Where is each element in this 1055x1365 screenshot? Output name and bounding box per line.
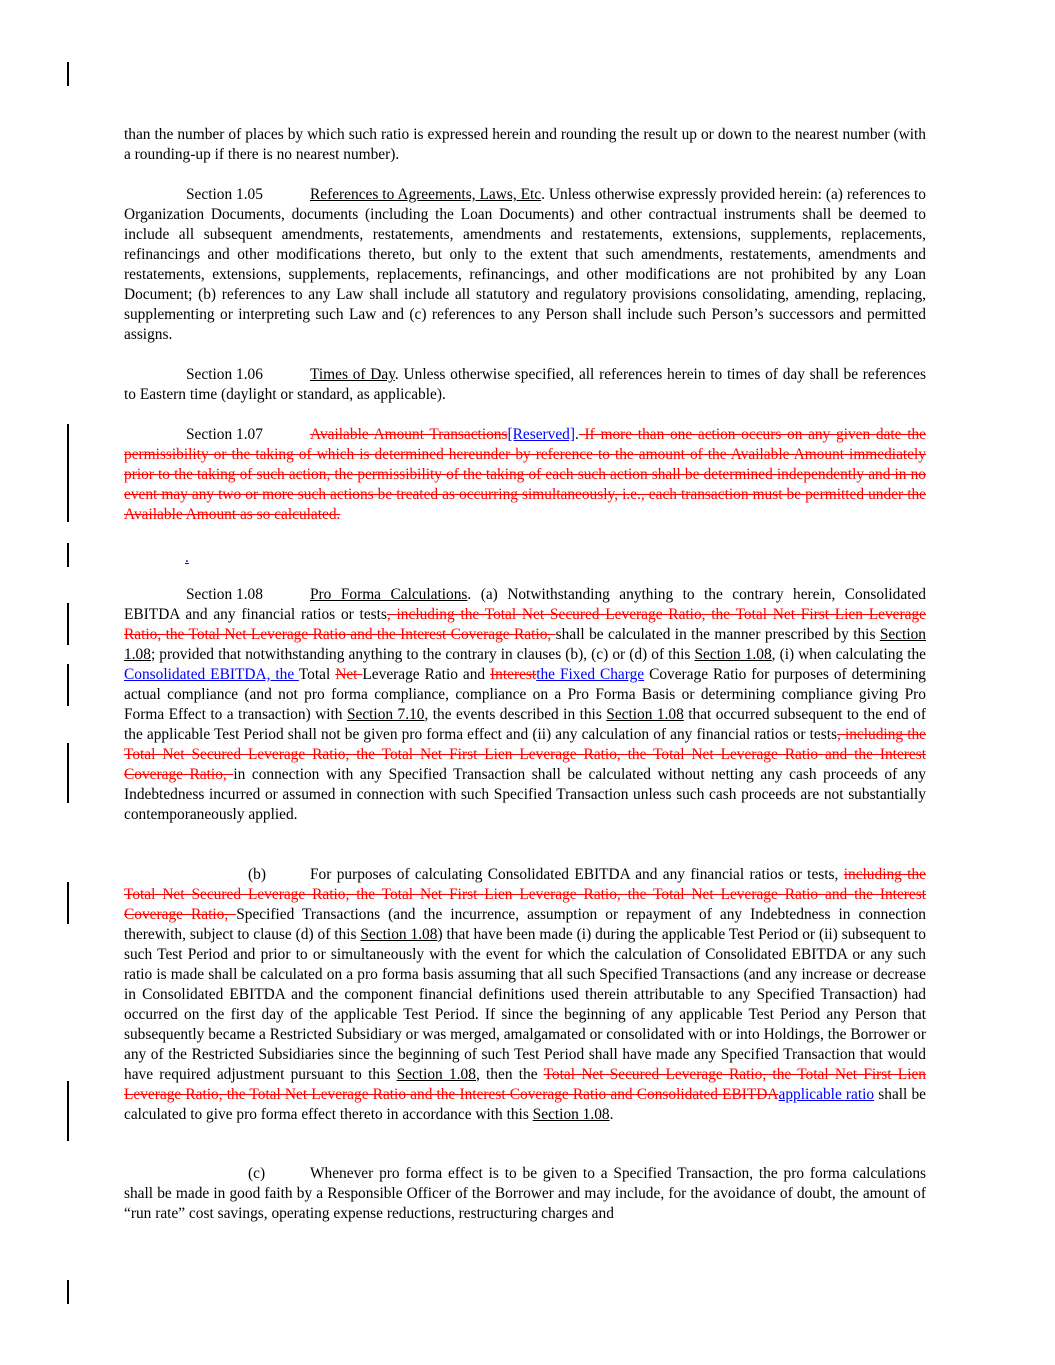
title-period: . <box>575 426 579 443</box>
section-1-08-c: (c) Whenever pro forma effect is to be given to a Specified Transaction, the pro forma calculations shall be made in good faith by a Responsible Officer of the Borrower and may include, for the avoidance of doubt, the amount of “run rate” cost savings, operating expense reductions, restructuring charges and <box>124 1165 926 1222</box>
change-bar <box>67 424 69 522</box>
inserted-mark: . <box>185 549 189 566</box>
section-reference: Section 1.08 <box>124 626 926 663</box>
clause-label: (b) <box>248 866 266 883</box>
section-body: . Unless otherwise specified, all references herein to times of day shall be references to Eastern time (daylight or standard, as applicable). <box>124 366 927 403</box>
section-1-08-a: Section 1.08 Pro Forma Calculations. (a) Notwithstanding anything to the contrary herein, Consolidated EBITDA and any financial ratios or tests, including the Total Net Secured Leverage Ratio, the Total Net First Lien Leverage Ratio, the Total Net Leverage Ratio and the Interest Coverage Ratio, shall be calculated in the manner prescribed by this Section 1.08; provided that notwithstanding anything to the contrary in clauses (b), (c) or (d) of this Section 1.08, (i) when calculating the Consolidated EBITDA, the Total Net Leverage Ratio and Interestthe Fixed Charge Coverage Ratio for purposes of determining actual compliance (and not pro forma compliance, compliance on a Pro Forma Basis or determining compliance giving Pro Forma Effect to a transaction) with Section 7.10, the events described in this Section 1.08 that occurred subsequent to the end of the applicable Test Period shall not be given pro forma effect and (ii) any calculation of any financial ratios or tests, including the Total Net Secured Leverage Ratio, the Total Net First Lien Leverage Ratio, the Total Net Leverage Ratio and the Interest Coverage Ratio, in connection with any Specified Transaction shall be calculated without netting any cash proceeds of any Indebtedness incurred or assumed in connection with such Specified Transaction unless such cash proceeds are not substantially contemporaneously applied. <box>124 586 927 823</box>
deleted-text: Total Net Secured Leverage Ratio, the Total Net First Lien Leverage Ratio, the Total Net Leverage Ratio and the Interest Coverage Ratio and Consolidated EBITDA <box>124 1066 927 1103</box>
change-bar <box>67 603 69 645</box>
change-bar <box>67 882 69 924</box>
clause-label: (c) <box>248 1165 266 1182</box>
section-body: . Unless otherwise expressly provided herein: (a) references to Organization Documents, documents (including the Loan Documents) and other contractual instruments shall be deemed to include all subsequent amendments, restatements, amendments and restatements, extensions, supplements, replacements, refinancings and other modifications thereto, but only to the extent that such amendments, restatements, amendments and restatements, extensions, supplements, replacements, refinancings, and other modifications are not prohibited by any Loan Document; (b) references to any Law shall include all statutory and regulatory provisions consolidating, amending, replacing, supplementing or interpreting such Law and (c) references to any Person shall include such Person’s successors and permitted assigns. <box>124 186 926 343</box>
deleted-text: Interest <box>490 666 537 683</box>
inserted-text: Consolidated EBITDA, the <box>124 666 299 683</box>
change-bar <box>67 664 69 706</box>
change-bar <box>67 62 69 86</box>
section-number: Section 1.08 <box>186 586 263 603</box>
deleted-title: Available Amount Transactions <box>310 426 508 443</box>
section-title: Times of Day <box>310 366 395 383</box>
deleted-text: , including the Total Net Secured Leverage Ratio, the Total Net First Lien Leverage Ratio, the Total Net Leverage Ratio and the Interest Coverage Ratio, <box>124 606 926 643</box>
intro-paragraph <box>124 125 926 165</box>
section-reference: Section 1.08 <box>606 706 684 723</box>
deleted-text: , including the Total Net Secured Leverage Ratio, the Total Net First Lien Leverage Ratio, the Total Net Leverage Ratio and the Interest Coverage Ratio, <box>124 726 927 783</box>
section-1-08-b: (b) For purposes of calculating Consolidated EBITDA and any financial ratios or tests, including the Total Net Secured Leverage Ratio, the Total Net First Lien Leverage Ratio, the Total Net Leverage Ratio and the Interest Coverage Ratio, Specified Transactions (and the incurrence, assumption or repayment of any Indebtedness in connection therewith, subject to clause (d) of this Section 1.08) that have been made (i) during the applicable Test Period or (ii) subsequent to such Test Period and prior to or simultaneously with the event for which the calculation of Consolidated EBITDA or any such ratio is made shall be calculated on a pro forma basis assuming that all such Specified Transactions (and any increase or decrease in Consolidated EBITDA and the component financial definitions used therein attributable to any Specified Transaction) had occurred on the first day of the applicable Test Period. If since the beginning of any applicable Test Period any Person that subsequently became a Restricted Subsidiary or was merged, amalgamated or consolidated with or into Holdings, the Borrower or any of the Restricted Subsidiaries since the beginning of such Test Period shall have made any Specified Transaction that would have required adjustment pursuant to this Section 1.08, then the Total Net Secured Leverage Ratio, the Total Net First Lien Leverage Ratio, the Total Net Leverage Ratio and the Interest Coverage Ratio and Consolidated EBITDAapplicable ratio shall be calculated to give pro forma effect thereto in accordance with this Section 1.08. <box>124 866 927 1123</box>
change-bar <box>67 743 69 803</box>
section-title: References to Agreements, Laws, Etc <box>310 186 542 203</box>
inserted-text: the Fixed Charge <box>536 666 645 683</box>
section-title: Pro Forma Calculations <box>310 586 468 603</box>
section-reference: Section 7.10 <box>346 706 425 723</box>
section-1-07 <box>124 425 926 525</box>
section-number: Section 1.05 <box>186 186 263 203</box>
section-reference: Section 1.08 <box>360 926 438 943</box>
section-reference: Section 1.08 <box>396 1066 476 1083</box>
section-number: Section 1.06 <box>186 366 263 383</box>
deleted-body: If more than one action occurs on any given date the permissibility or the taking of which is determined hereunder by reference to the amount of the Available Amount immediately prior to the taking of such action, the permissibility of the taking of each such action shall be determined independently and in no event may any two or more such actions be treated as occurring simultaneously, i.e., each transaction must be permitted under the Available Amount as so calculated. <box>124 426 927 523</box>
deleted-text: including the Total Net Secured Leverage Ratio, the Total Net First Lien Leverage Ratio, the Total Net Leverage Ratio and the Interest Coverage Ratio, <box>124 866 926 923</box>
intro-text: than the number of places by which such ratio is expressed herein and rounding the result up or down to the nearest number (with a rounding-up if there is no nearest number). <box>124 126 926 163</box>
deleted-text: Net <box>335 666 363 683</box>
change-bar <box>67 543 69 567</box>
change-bar <box>67 1081 69 1141</box>
section-reference: Section 1.08 <box>532 1106 610 1123</box>
inserted-title: [Reserved] <box>507 426 575 443</box>
section-reference: Section 1.08 <box>694 646 772 663</box>
section-1-06 <box>124 365 926 405</box>
change-bar <box>67 1280 69 1304</box>
section-1-05 <box>124 185 926 345</box>
section-number: Section 1.07 <box>186 426 263 443</box>
inserted-text: applicable ratio <box>778 1086 875 1103</box>
